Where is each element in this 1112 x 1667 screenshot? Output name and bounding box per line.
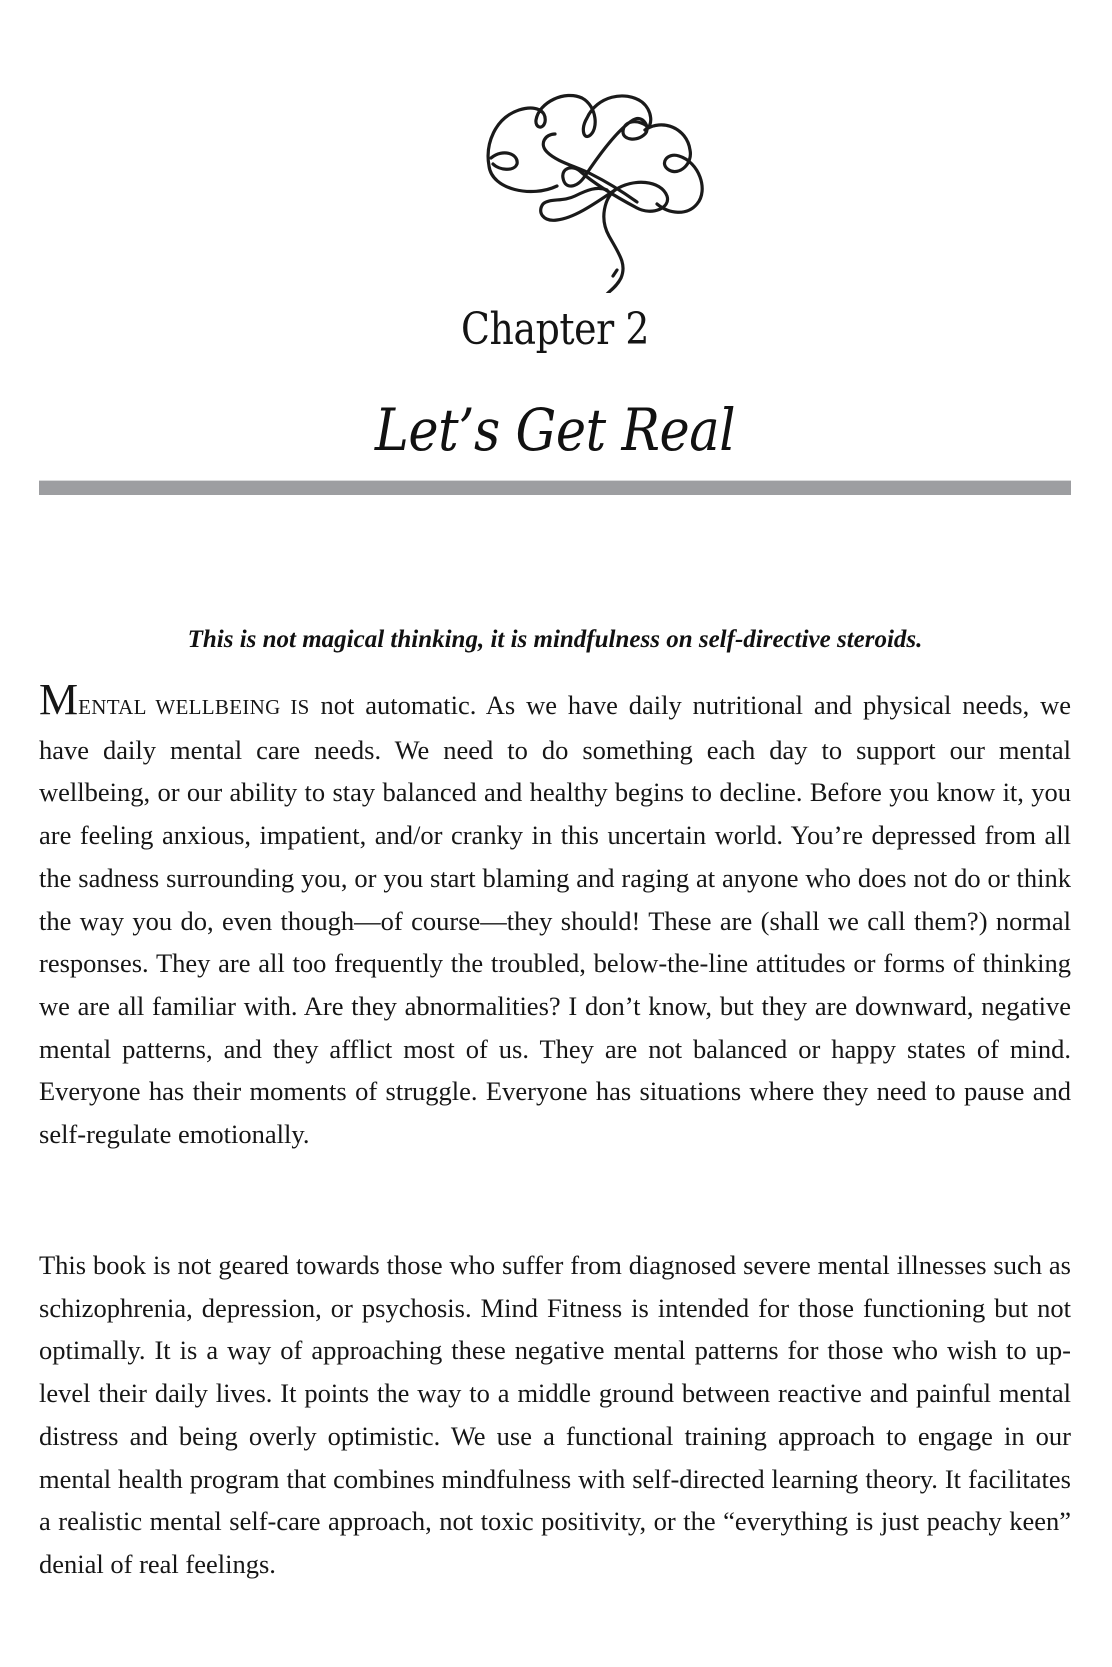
chapter-divider bbox=[39, 480, 1071, 495]
brain-stem-tick bbox=[613, 270, 617, 276]
brain-inner-swirl bbox=[563, 119, 668, 212]
body-paragraph-1 bbox=[39, 675, 1071, 1156]
epigraph: This is not magical thinking, it is mindfulness on self-directive steroids. bbox=[187, 626, 923, 653]
chapter-number: Chapter 2 bbox=[460, 304, 650, 355]
small-caps-lead: ENTAL WELLBEING IS bbox=[78, 695, 310, 719]
chapter-title: Let’s Get Real bbox=[374, 396, 736, 464]
brain-line-art-icon bbox=[447, 78, 707, 293]
brain-outline-right bbox=[645, 125, 702, 212]
drop-cap: M bbox=[39, 675, 79, 724]
brain-stem bbox=[604, 190, 623, 293]
brain-loop-left bbox=[491, 153, 517, 169]
paragraph-text: This book is not geared towards those who suffer from diagnosed severe mental illnesses such as schizophrenia, depression, or psychosis. Mind Fitness is intended for those functioning but not optimally. It is a way of approaching these negative mental patterns for those who wish to up-level their daily lives. It points the way to a middle ground between reactive and painful mental distress and being overly optimistic. We use a functional training approach to engage in our mental health program that combines mindfulness with self-directed learning theory. It facilitates a realistic mental self-care approach, not toxic positivity, or the “everything is just peachy keen” denial of real feelings. bbox=[39, 1250, 1071, 1579]
brain-outline-left bbox=[488, 95, 651, 191]
body-paragraph-2 bbox=[39, 1244, 1071, 1586]
paragraph-text: not automatic. As we have daily nutritional and physical needs, we have daily mental care needs. We need to do something each day to support our mental wellbeing, or our ability to stay balanced and healthy begins to decline. Before you know it, you are feeling anxious, impatient, and/or cranky in this uncertain world. You’re depressed from all the sadness surrounding you, or you start blaming and raging at anyone who does not do or think the way you do, even though—of course—they should! These are (shall we call them?) normal responses. They are all too frequently the troubled, below-the-line attitudes or forms of thinking we are all familiar with. Are they abnormalities? I don’t know, but they are downward, negative mental patterns, and they afflict most of us. They are not balanced or happy states of mind. Everyone has their moments of struggle. Everyone has situations where they need to pause and self-regulate emotionally. bbox=[39, 690, 1071, 1150]
